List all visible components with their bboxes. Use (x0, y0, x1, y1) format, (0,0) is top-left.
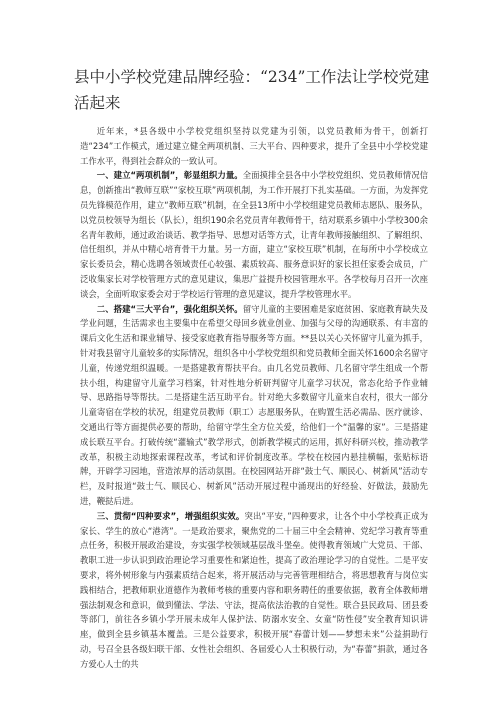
section-three-paragraph (80, 509, 428, 672)
section-three-text: 突出“平安，”四种要求，让各个中小学校真正成为家长、学生的放心“港湾”。一是政治要求，聚焦党的二十届三中全会精神、党纪学习教育等重点任务，积极开展政治建设，夯实强学校领域基层战斗堡垒。使得教育领域广大党员、干部、教职工进一步认识到政治理论学习重要性和紧迫性，提高了政治理论学习的自觉性。二是平安要求，将外树形象与内强素质结合起来，将开展活动与完善管理相结合，将思想教育与岗位实践相结合，把教师职业道德作为教师考核的重要内容和职务聘任的重要依据，教育全体教师增强法制观念和意识，做到懂法、学法、守法，提高依法治教的自觉性。联合县民政局、团县委等部门，前往各乡镇小学开展未成年人保护法、防溺水安全、女童“防性侵”安全教育知识讲座，做到全县乡镇基本覆盖。三是公益要求，积极开展“春蕾计划——梦想未来”公益捐助行动，号召全县各级妇联干部、女性社会组织、各届爱心人士积极行动，为“春蕾”捐款，通过各方爱心人士的共 (80, 510, 428, 669)
intro-text: 近年来，*县各级中小学校党组织坚持以党建为引领，以党员教师为骨干，创新打造“234”工作模式，通过建立健全两项机制、三大平台、四种要求，提升了全县中小学校党建工作水平，得到社会群众的一致认可。 (80, 126, 428, 166)
intro-paragraph (80, 124, 428, 168)
section-two-paragraph (80, 302, 428, 509)
section-one-paragraph (80, 168, 428, 301)
section-one-text: 全面摸排全县各中小学校党组织、党员教师情况信息，创新推出“教师互联”“家校互联”两项机制，为工作开展打下扎实基础。一方面，为发挥党员先锋模范作用，建立“教师互联”机制，在全县13所中小学校组建党员教师志愿队、服务队，以党员校领导为组长（队长），组织190余名党员青年教师骨干，结对联系乡镇中小学校300余名青年教师，通过政治谈话、教学指导、思想对话等方式，让青年教师接触组织、了解组织、信任组织，并从中精心培育骨干力量。另一方面，建立“家校互联”机制，在每所中小学校成立家长委员会，精心选聘各领域责任心较强、素质较高、服务意识好的家长担任家委会成员，广泛收集家长对学校管理方式的意见建议，集思广益提升校园管理水平。各学校每月召开一次座谈会，全面听取家委会对于学校运行管理的意见建议，提升学校管理水平。 (80, 170, 428, 299)
document-body (80, 124, 428, 671)
section-one-heading: 一、建立“两项机制”，彰显组织力量。 (96, 170, 243, 181)
section-three-heading: 三、贯彻“四种要求”，增强组织实效。 (96, 510, 245, 521)
section-two-text: 留守儿童的主要困难是家庭贫困、家庭教育缺失及学业问题，生活需求也主要集中在希望父母回乡就业创业、加强与父母的沟通联系、有丰富的课后文化生活和课业辅导、接受家庭教育指导服务等方面。**县以关心关怀留守儿童为抓手，针对我县留守儿童较多的实际情况，组织各中小学校党组织和党员教师全面关怀1600余名留守儿童，传递党组织温暖。一是搭建教育帮扶平台。由几名党员教师、几名留守学生组成一个帮扶小组，构建留守儿童学习档案，针对性地分析研判留守儿童学习状况，常态化给予作业辅导、思路指导等帮扶。二是搭建生活互助平台。针对绝大多数留守儿童来自农村，很大一部分儿童寄宿在学校的状况，组建党员教师（职工）志愿服务队，在购置生活必需品、医疗就诊、交通出行等方面提供必要的帮助，给留守学生全方位关爱，给他们一个“温馨的家”。三是搭建成长联互平台。打破传统“灌输式”教学形式，创新教学模式的运用，抓好科研兴校，推动教学改革，积极主动地探索课程改革，考试和评价制度改革。学校在校园内悬挂横幅，张贴标语牌，开辟学习园地，营造浓厚的活动氛围。在校园网站开辟“鼓士气、顺民心、树新风”活动专栏，及时报道“鼓士气、顺民心、树新风”活动开展过程中涌现出的好经验、好做法，鼓励先进，鞭挞后进。 (80, 303, 428, 506)
page-title: 县中小学校党建品牌经验：“234”工作法让学校党建活起来 (74, 68, 430, 112)
section-two-heading: 二、搭建“三大平台”，强化组织关怀。 (96, 303, 243, 314)
